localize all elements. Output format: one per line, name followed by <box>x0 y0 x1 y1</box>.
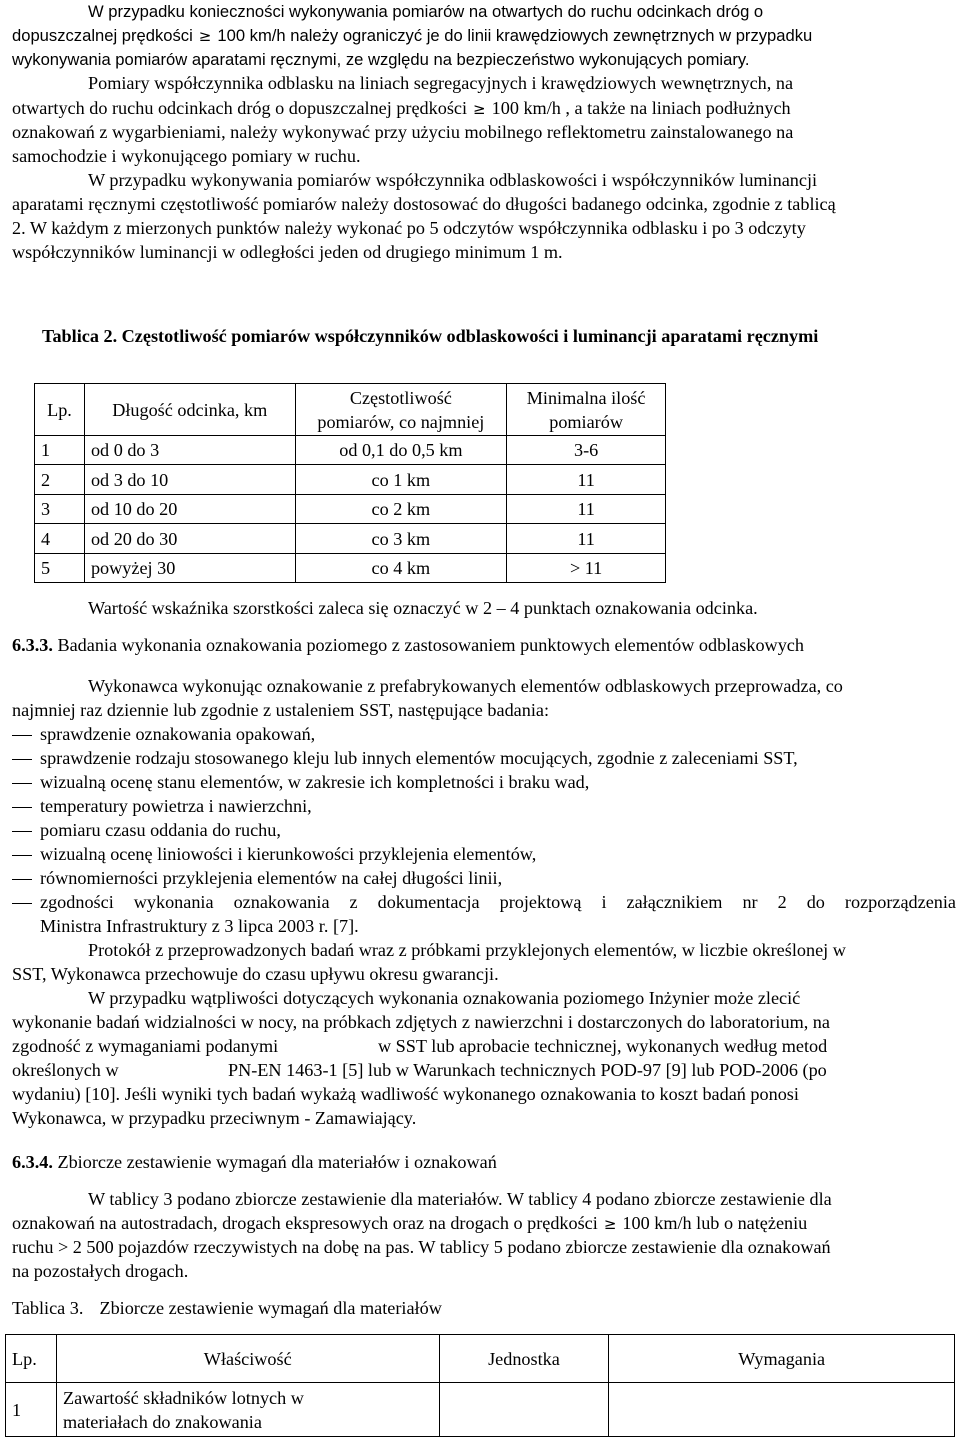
cell-lp: 3 <box>35 495 85 524</box>
paragraph-line: Protokół z przeprowadzonych badań wraz z próbkami przyklejonych elementów, w liczbie określonej w <box>88 940 846 960</box>
dash-bullet <box>12 759 32 760</box>
paragraph-line: Wykonawca wykonując oznakowanie z prefabrykowanych elementów odblaskowych przeprowadza, co <box>88 676 843 696</box>
table-row <box>6 1383 955 1437</box>
dash-bullet <box>12 879 32 880</box>
intro-line: otwartych do ruchu odcinkach dróg o dopuszczalnej prędkości ≥ 100 km/h , a także na liniach podłużnych <box>12 96 791 121</box>
cell-min-count: 11 <box>507 495 666 524</box>
header-lp: Lp. <box>35 384 85 436</box>
intro-line: aparatami ręcznymi częstotliwość pomiarów należy dostosować do długości badanego odcinka, zgodnie z tablicą <box>12 194 836 214</box>
cell-min-count: 11 <box>507 524 666 554</box>
paragraph-line: SST, Wykonawca przechowuje do czasu upływu okresu gwarancji. <box>12 964 499 984</box>
table-caption: Tablica 3. Zbiorcze zestawienie wymagań dla materiałów <box>12 1298 442 1318</box>
dash-bullet <box>12 735 32 736</box>
header-unit: Jednostka <box>439 1335 609 1383</box>
paragraph-line: określonych w <box>12 1060 119 1080</box>
geq-symbol: ≥ <box>198 27 212 45</box>
header-lp: Lp. <box>6 1335 57 1383</box>
intro-line: wykonywania pomiarów aparatami ręcznymi, ze względu na bezpieczeństwo wykonujących pomiary. <box>12 50 750 69</box>
cell-length: od 3 do 10 <box>84 465 295 495</box>
paragraph-line: W tablicy 3 podano zbiorcze zestawienie dla materiałów. W tablicy 4 podano zbiorcze zestawienie dla <box>88 1189 832 1209</box>
cell-frequency: co 4 km <box>295 554 507 583</box>
cell-requirements <box>609 1383 955 1437</box>
cell-frequency: od 0,1 do 0,5 km <box>295 436 507 465</box>
table-note: Wartość wskaźnika szorstkości zaleca się oznaczyć w 2 – 4 punktach oznakowania odcinka. <box>88 598 758 618</box>
paragraph-line: oznakowań na autostradach, drogach ekspresowych oraz na drogach o prędkości ≥ 100 km/h lub o natężeniu <box>12 1211 807 1236</box>
header-frequency: Częstotliwość pomiarów, co najmniej <box>295 384 507 436</box>
paragraph-line: najmniej raz dziennie lub zgodnie z ustaleniem SST, następujące badania: <box>12 700 550 720</box>
cell-length: od 10 do 20 <box>84 495 295 524</box>
intro-line: dopuszczalnej prędkości ≥ 100 km/h należy ograniczyć je do linii krawędziowych zewnętrznych w przypadku <box>12 24 812 48</box>
intro-line: współczynników luminancji w odległości jeden od drugiego minimum 1 m. <box>12 242 563 262</box>
list-item-continuation: Ministra Infrastruktury z 3 lipca 2003 r. [7]. <box>40 916 359 936</box>
cell-lp: 1 <box>6 1383 57 1437</box>
intro-line: W przypadku konieczności wykonywania pomiarów na otwartych do ruchu odcinkach dróg o <box>88 2 764 21</box>
dash-bullet <box>12 807 32 808</box>
intro-line: Pomiary współczynnika odblasku na liniach segregacyjnych i krawędziowych wewnętrznych, na <box>88 73 794 93</box>
dash-bullet <box>12 831 32 832</box>
paragraph-line: na pozostałych drogach. <box>12 1261 189 1281</box>
paragraph-line: Wykonawca, w przypadku przeciwnym - Zamawiający. <box>12 1108 417 1128</box>
cell-length: od 20 do 30 <box>84 524 295 554</box>
intro-line: samochodzie i wykonującego pomiary w ruchu. <box>12 146 361 166</box>
cell-length: od 0 do 3 <box>84 436 295 465</box>
list-item: sprawdzenie oznakowania opakowań, <box>40 724 316 744</box>
paragraph-line: w SST lub aprobacie technicznej, wykonanych według metod <box>378 1036 828 1056</box>
paragraph-line: wykonanie badań widzialności w nocy, na próbkach zdjętych z nawierzchni i dostarczonych do laboratorium, na <box>12 1012 830 1032</box>
table-row <box>35 524 666 554</box>
list-item: wizualną ocenę stanu elementów, w zakresie ich kompletności i braku wad, <box>40 772 590 792</box>
list-item: temperatury powietrza i nawierzchni, <box>40 796 312 816</box>
geq-symbol: ≥ <box>603 1215 617 1233</box>
cell-length: powyżej 30 <box>84 554 295 583</box>
section-heading: 6.3.4. Zbiorcze zestawienie wymagań dla materiałów i oznakowań <box>12 1152 497 1172</box>
cell-property: Zawartość składników lotnych w materiałach do znakowania <box>56 1383 439 1437</box>
cell-min-count: 3-6 <box>507 436 666 465</box>
cell-lp: 2 <box>35 465 85 495</box>
intro-line: W przypadku wykonywania pomiarów współczynnika odblaskowości i współczynników luminancji <box>88 170 818 190</box>
frequency-table <box>34 383 666 583</box>
cell-frequency: co 1 km <box>295 465 507 495</box>
materials-table <box>5 1334 955 1437</box>
table-header-row <box>6 1335 955 1383</box>
intro-line: 2. W każdym z mierzonych punktów należy wykonać po 5 odczytów współczynnika odblasku i po 3 odczyty <box>12 218 806 238</box>
table-row <box>35 436 666 465</box>
paragraph-line: ruchu > 2 500 pojazdów rzeczywistych na dobę na pas. W tablicy 5 podano zbiorcze zestawienie dla oznakowań <box>12 1237 831 1257</box>
list-item: sprawdzenie rodzaju stosowanego kleju lub innych elementów mocujących, zgodnie z zaleceniami SST, <box>40 748 798 768</box>
list-item: równomierności przyklejenia elementów na całej długości linii, <box>40 868 503 888</box>
cell-lp: 1 <box>35 436 85 465</box>
list-item: zgodności wykonania oznakowania z dokumentacja projektową i załącznikiem nr 2 do rozporządzenia <box>40 892 956 912</box>
header-requirements: Wymagania <box>609 1335 955 1383</box>
table-row <box>35 554 666 583</box>
dash-bullet <box>12 783 32 784</box>
paragraph-line: zgodność z wymaganiami podanymi <box>12 1036 279 1056</box>
paragraph-line: W przypadku wątpliwości dotyczących wykonania oznakowania poziomego Inżynier może zlecić <box>88 988 801 1008</box>
list-item: pomiaru czasu oddania do ruchu, <box>40 820 281 840</box>
paragraph-line: wydaniu) [10]. Jeśli wyniki tych badań wykażą wadliwość wykonanego oznakowania to koszt badań ponosi <box>12 1084 799 1104</box>
dash-bullet <box>12 855 32 856</box>
table-header-row <box>35 384 666 436</box>
cell-unit <box>439 1383 609 1437</box>
geq-symbol: ≥ <box>473 100 486 118</box>
section-heading: 6.3.3. Badania wykonania oznakowania poziomego z zastosowaniem punktowych elementów odblaskowych <box>12 635 804 655</box>
table-caption: Tablica 2. Częstotliwość pomiarów współczynników odblaskowości i luminancji aparatami ręcznymi <box>42 326 819 346</box>
dash-bullet <box>12 903 32 904</box>
cell-lp: 4 <box>35 524 85 554</box>
header-length: Długość odcinka, km <box>84 384 295 436</box>
table-row <box>35 495 666 524</box>
intro-line: oznakowań z wygarbieniami, należy wykonywać przy użyciu mobilnego reflektometru zainstalowanego na <box>12 122 794 142</box>
cell-lp: 5 <box>35 554 85 583</box>
cell-frequency: co 3 km <box>295 524 507 554</box>
header-min-count: Minimalna ilość pomiarów <box>507 384 666 436</box>
header-property: Właściwość <box>56 1335 439 1383</box>
list-item: wizualną ocenę liniowości i kierunkowości przyklejenia elementów, <box>40 844 537 864</box>
cell-frequency: co 2 km <box>295 495 507 524</box>
paragraph-line: PN-EN 1463-1 [5] lub w Warunkach technicznych POD-97 [9] lub POD-2006 (po <box>228 1060 827 1080</box>
table-row <box>35 465 666 495</box>
cell-min-count: 11 <box>507 465 666 495</box>
cell-min-count: > 11 <box>507 554 666 583</box>
